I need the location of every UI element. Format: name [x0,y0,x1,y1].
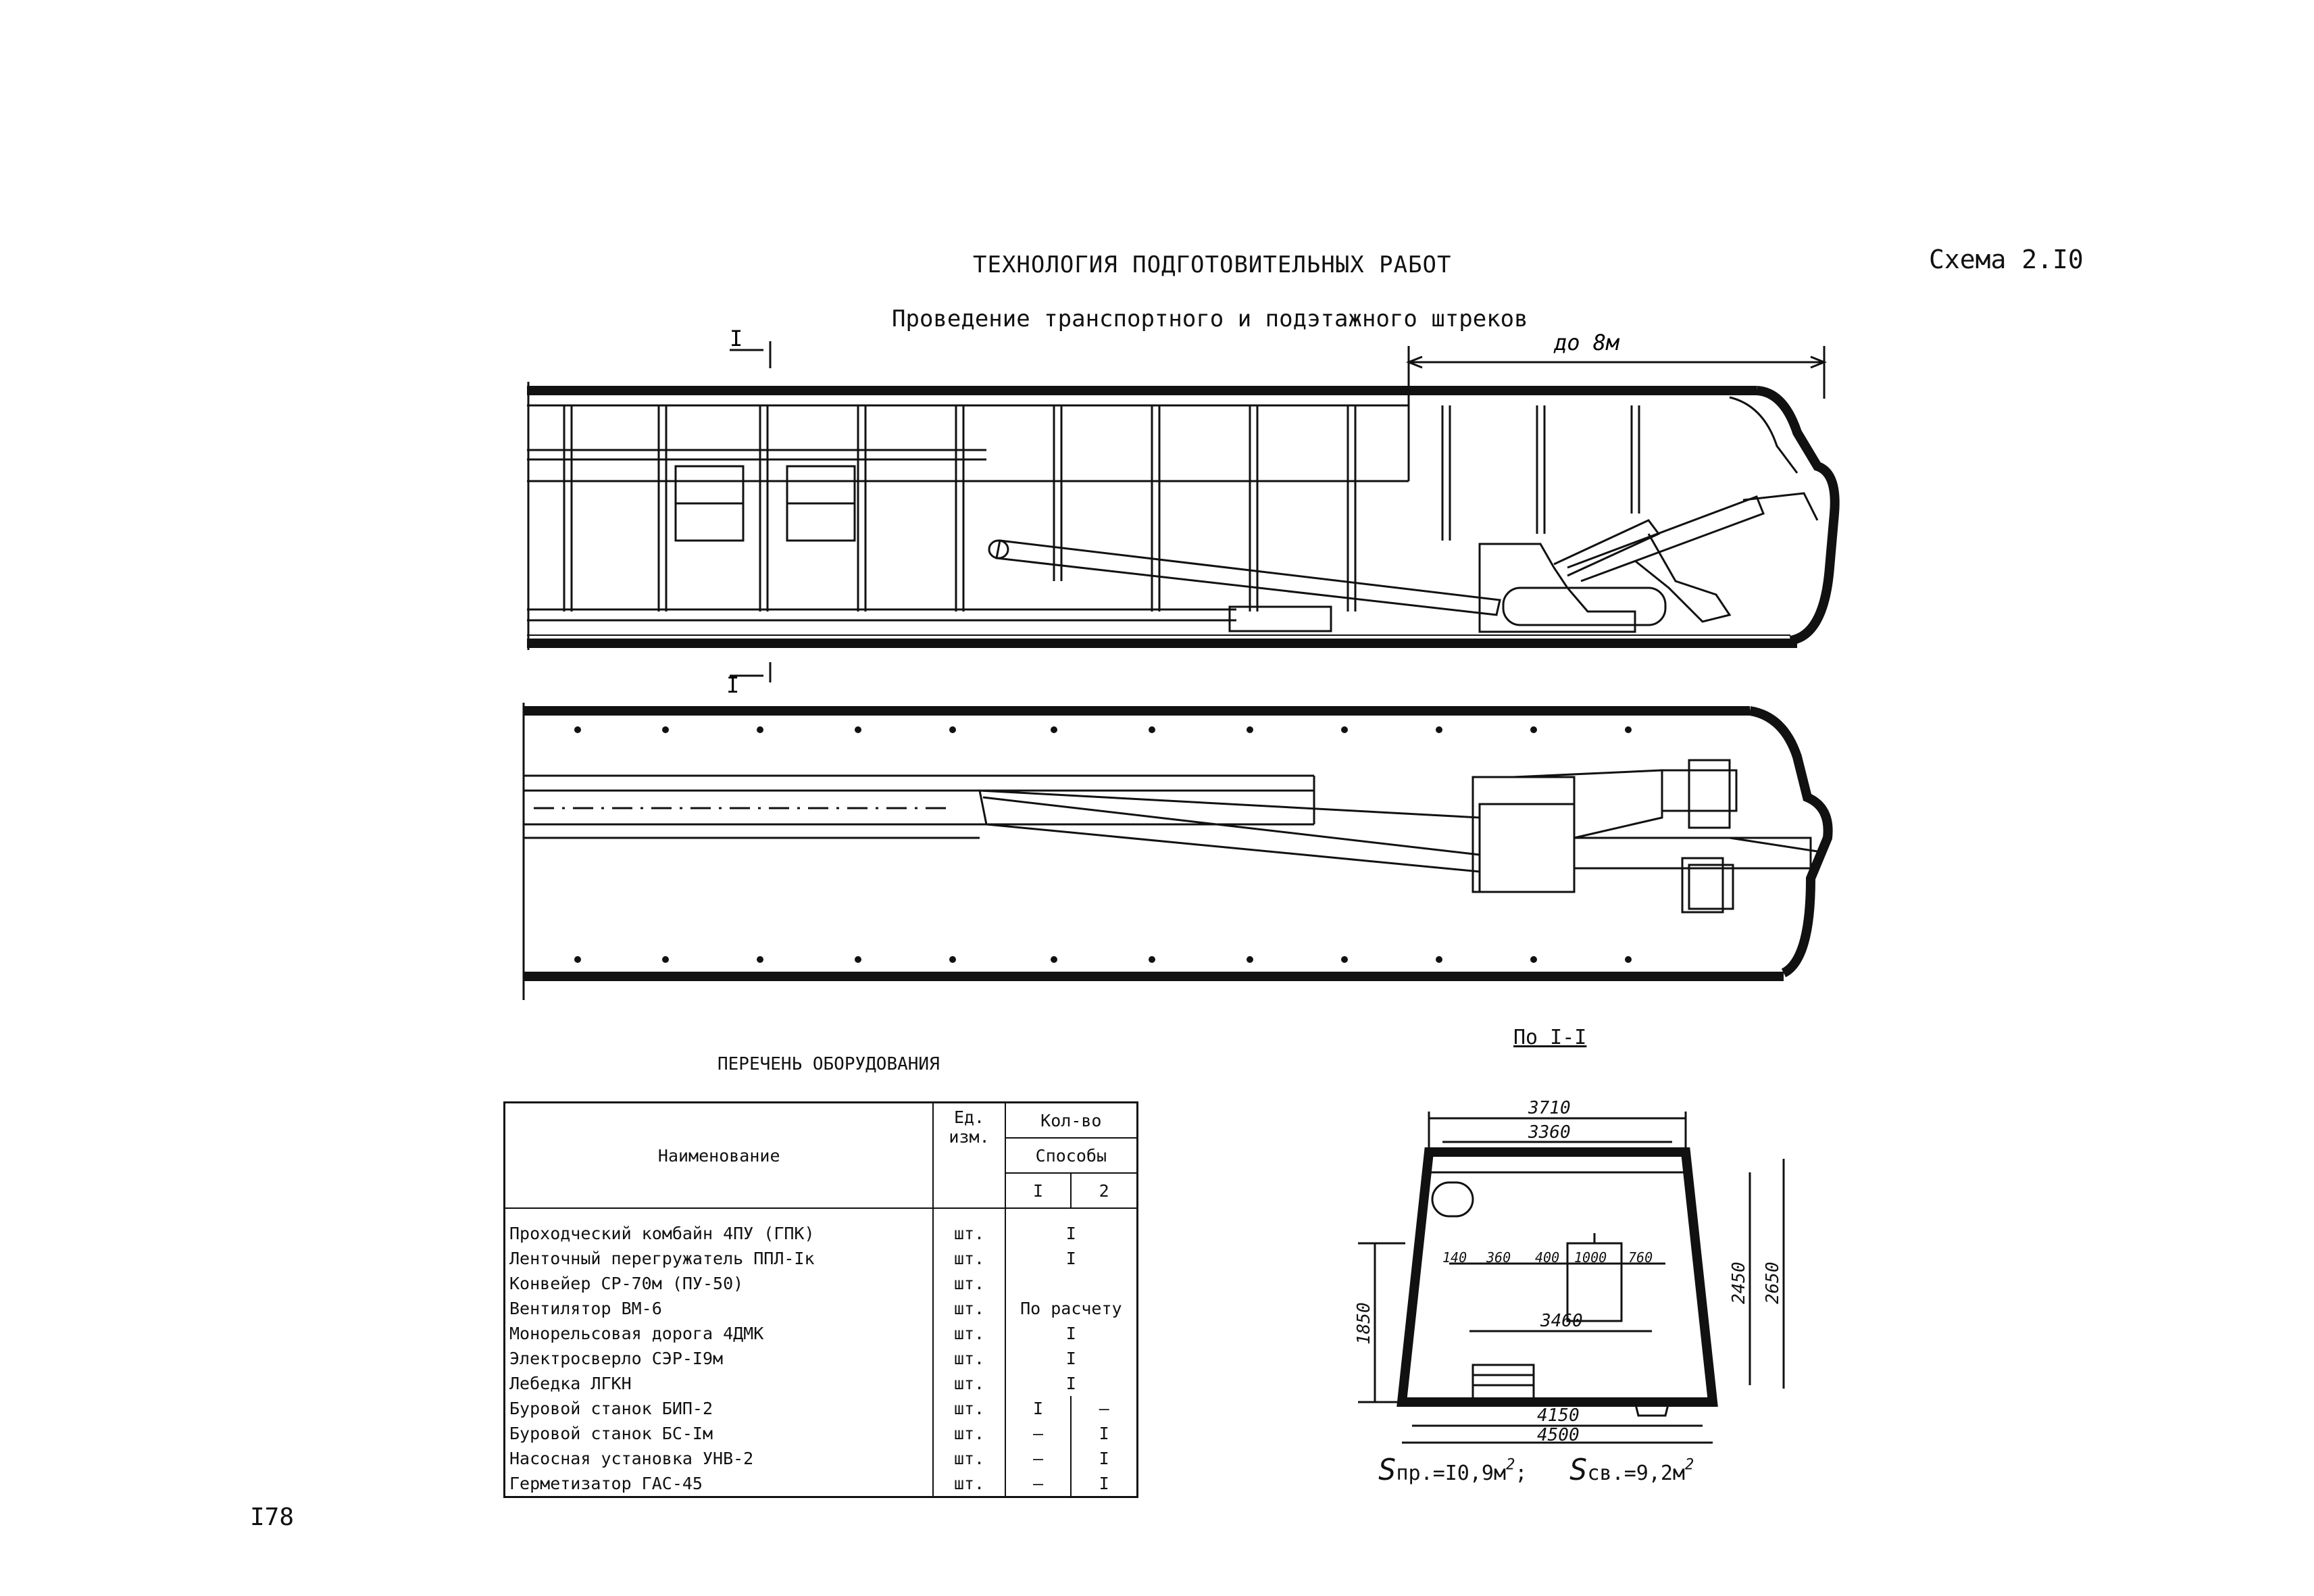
equipment-name: Проходческий комбайн 4ПУ (ГПК) [505,1208,934,1246]
section-view-label: По I-I [1513,1026,1587,1049]
equipment-unit: шт. [933,1446,1005,1471]
equipment-qty: По расчету [1005,1296,1138,1321]
equipment-qty-method-2: I [1071,1471,1137,1497]
area-formula: $Sпр.=I0,9м^2$; $Sсв.=9,2м^2$ [1378,1453,1694,1487]
equipment-qty-method-2: I [1071,1446,1137,1471]
dim-seg2: 360 [1486,1249,1511,1266]
equipment-name: Вентилятор ВМ-6 [505,1296,934,1321]
dim-bottom-outer: 4500 [1537,1425,1580,1445]
section-mark-bottom: I [726,672,740,698]
equipment-name: Ленточный перегружатель ППЛ-Iк [505,1246,934,1271]
page-number: I78 [250,1503,295,1531]
dim-bottom-inner: 4150 [1537,1405,1580,1426]
equipment-unit: шт. [933,1271,1005,1296]
equipment-name: Конвейер СР-70м (ПУ-50) [505,1271,934,1296]
equipment-unit: шт. [933,1421,1005,1446]
length-dimension-label: до 8м [1554,330,1619,355]
header-name: Наименование [505,1103,934,1209]
equipment-qty: I [1005,1321,1138,1346]
table-row [505,1371,1138,1396]
header-method-2: 2 [1071,1173,1137,1208]
equipment-qty [1005,1271,1138,1296]
equipment-unit: шт. [933,1296,1005,1321]
equipment-table-body [505,1208,1138,1497]
equipment-name: Насосная установка УНВ-2 [505,1446,934,1471]
equipment-name: Буровой станок БИП-2 [505,1396,934,1421]
table-row [505,1446,1138,1471]
equipment-unit: шт. [933,1208,1005,1246]
dim-seg4: 1000 [1574,1249,1607,1266]
equipment-unit: шт. [933,1471,1005,1497]
table-row [505,1346,1138,1371]
equipment-list-title: ПЕРЕЧЕНЬ ОБОРУДОВАНИЯ [718,1054,940,1074]
plan-view [524,703,1828,1000]
equipment-unit: шт. [933,1371,1005,1396]
area-gross-exponent: 2 [1506,1456,1515,1474]
equipment-qty: I [1005,1371,1138,1396]
section-mark-top: I [730,326,743,351]
equipment-name: Лебедка ЛГКН [505,1371,934,1396]
equipment-unit: шт. [933,1346,1005,1371]
dim-seg5: 760 [1628,1249,1653,1266]
schema-label: Схема 2.I0 [1929,245,2084,274]
equipment-qty: I [1005,1208,1138,1246]
equipment-qty-method-1: – [1005,1471,1072,1497]
document-subtitle: Проведение транспортного и подэтажного штреков [892,305,1528,332]
header-methods: Способы [1005,1138,1138,1173]
dim-mid-span: 3460 [1540,1311,1583,1331]
table-row [505,1396,1138,1421]
area-net-symbol: S [1569,1453,1588,1487]
table-row [505,1471,1138,1497]
table-row [505,1296,1138,1321]
side-view [527,341,1835,682]
dim-top-inner: 3360 [1528,1122,1571,1143]
header-method-1: I [1005,1173,1072,1208]
equipment-qty-method-2: I [1071,1421,1137,1446]
dim-top-outer: 3710 [1528,1098,1571,1118]
table-row [505,1208,1138,1246]
table-row [505,1321,1138,1346]
equipment-table [503,1101,1138,1498]
area-gross-value: =I0,9м [1432,1462,1507,1485]
document-title: ТЕХНОЛОГИЯ ПОДГОТОВИТЕЛЬНЫХ РАБОТ [973,251,1452,278]
table-row [505,1246,1138,1271]
equipment-unit: шт. [933,1246,1005,1271]
area-net-exponent: 2 [1685,1456,1694,1474]
table-row [505,1421,1138,1446]
cross-section-view [1358,1112,1784,1443]
equipment-name: Герметизатор ГАС-45 [505,1471,934,1497]
dim-height-inner: 2450 [1729,1262,1749,1304]
equipment-qty-method-1: I [1005,1396,1072,1421]
area-gross-symbol: S [1378,1453,1397,1487]
header-unit: Ед. изм. [933,1103,1005,1209]
area-net-subscript: св. [1587,1462,1624,1485]
dim-seg3: 400 [1535,1249,1560,1266]
dim-height-left: 1850 [1354,1302,1374,1345]
equipment-unit: шт. [933,1396,1005,1421]
equipment-qty-method-2: – [1071,1396,1137,1421]
equipment-qty: I [1005,1246,1138,1271]
equipment-qty: I [1005,1346,1138,1371]
equipment-name: Электросверло СЭР-I9м [505,1346,934,1371]
equipment-name: Монорельсовая дорога 4ДМК [505,1321,934,1346]
header-qty: Кол-во [1005,1103,1138,1139]
area-gross-subscript: пр. [1396,1462,1433,1485]
dim-seg1: 140 [1442,1249,1467,1266]
equipment-unit: шт. [933,1321,1005,1346]
equipment-name: Буровой станок БС-Iм [505,1421,934,1446]
equipment-qty-method-1: – [1005,1446,1072,1471]
equipment-qty-method-1: – [1005,1421,1072,1446]
table-row [505,1271,1138,1296]
area-net-value: =9,2м [1624,1462,1685,1485]
dim-height-outer: 2650 [1763,1262,1783,1304]
